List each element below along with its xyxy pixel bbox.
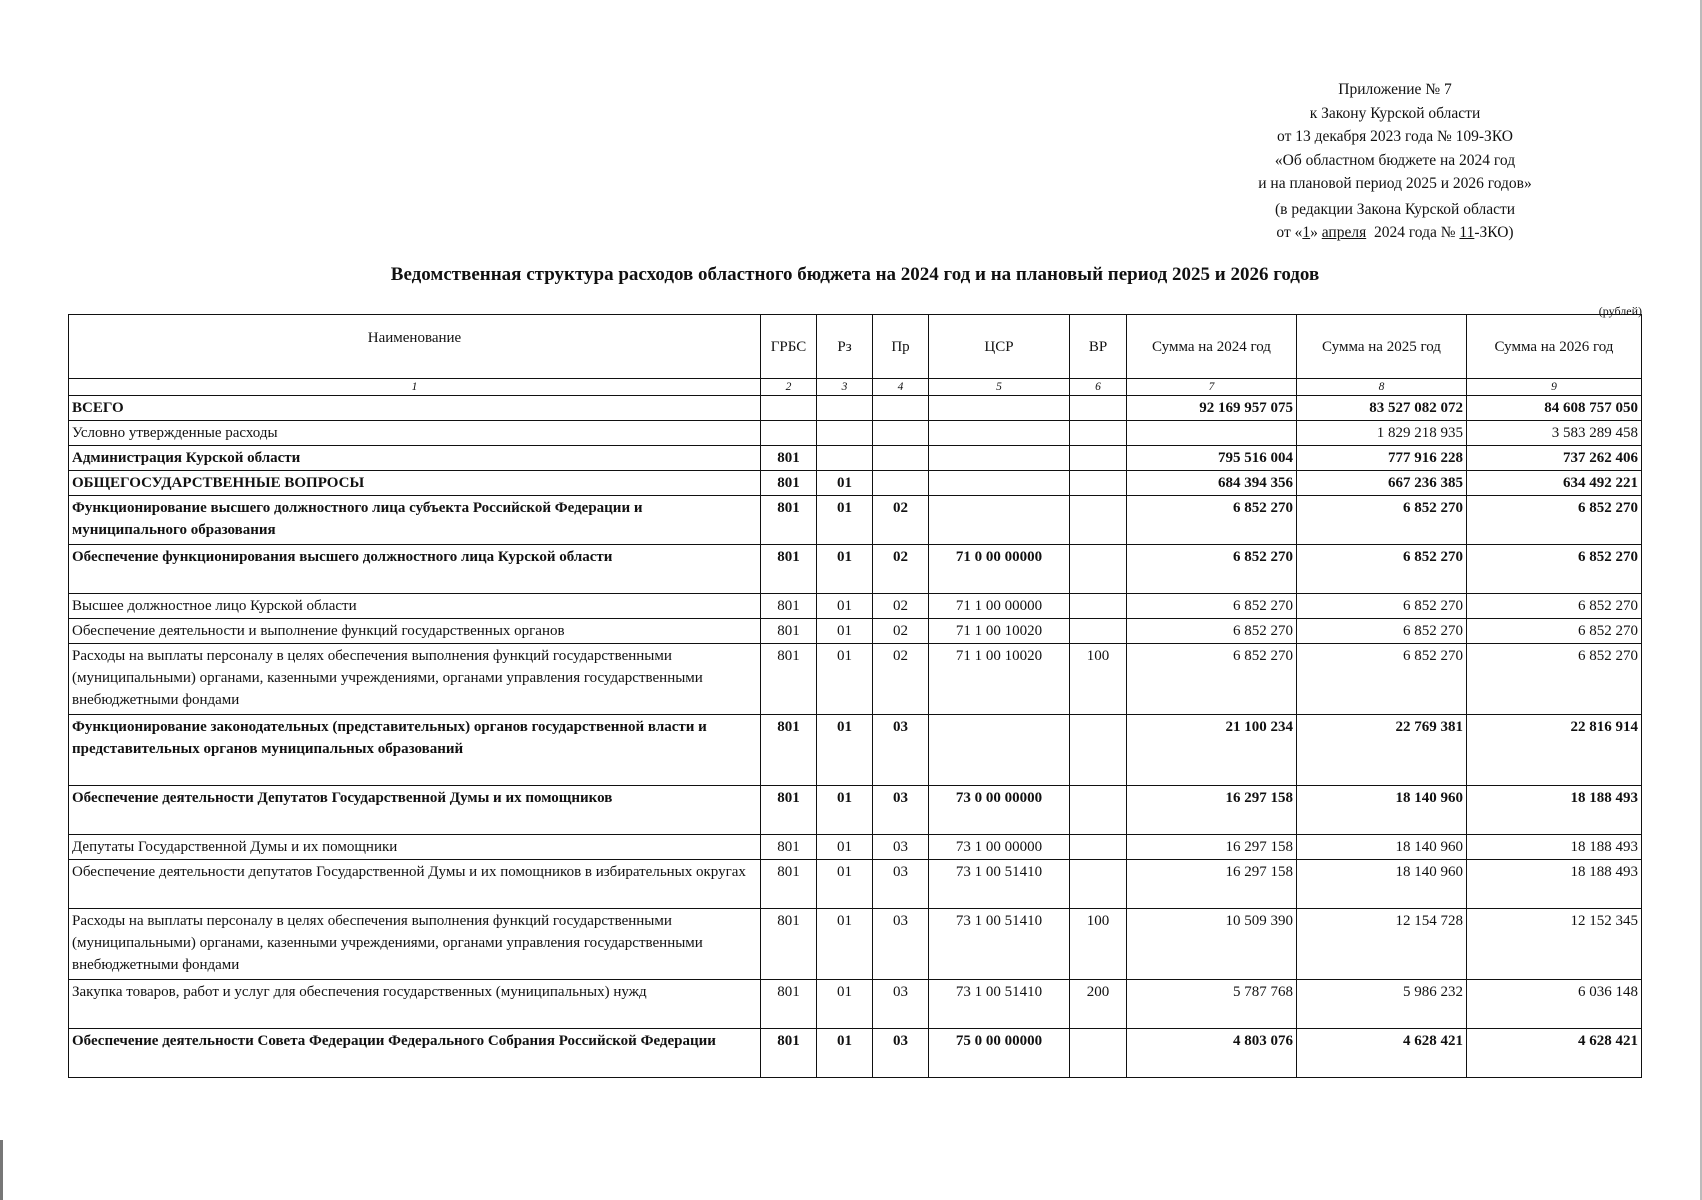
- cell-vr: [1070, 786, 1127, 835]
- cell-pr: 03: [873, 860, 929, 909]
- col-number: 4: [873, 379, 929, 396]
- cell-sum-2026: 6 852 270: [1467, 545, 1642, 594]
- table-row: [69, 980, 1642, 1029]
- col-number: 9: [1467, 379, 1642, 396]
- cell-sum-2026: 3 583 289 458: [1467, 421, 1642, 446]
- cell-pr: 02: [873, 545, 929, 594]
- cell-pr: 03: [873, 909, 929, 980]
- col-number: 2: [761, 379, 817, 396]
- appendix-line: Приложение № 7: [1338, 81, 1452, 98]
- col-header-sum-2024: Сумма на 2024 год: [1127, 315, 1297, 379]
- col-header-grbs: ГРБС: [761, 315, 817, 379]
- document-title: Ведомственная структура расходов областного бюджета на 2024 год и на плановый период 2025 и 2026 годов: [390, 264, 1320, 285]
- cell-sum-2025: 18 140 960: [1297, 786, 1467, 835]
- cell-grbs: 801: [761, 1029, 817, 1078]
- appendix-line: к Закону Курской области: [1309, 104, 1481, 122]
- col-header-csr: ЦСР: [929, 315, 1070, 379]
- cell-csr: [929, 715, 1070, 786]
- appendix-line: и на плановой период 2025 и 2026 годов»: [1258, 175, 1532, 192]
- cell-grbs: 801: [761, 980, 817, 1029]
- cell-sum-2026: 6 852 270: [1467, 496, 1642, 545]
- cell-sum-2026: 4 628 421: [1467, 1029, 1642, 1078]
- cell-rz: 01: [817, 471, 873, 496]
- cell-grbs: [761, 396, 817, 421]
- cell-sum-2024: 6 852 270: [1127, 644, 1297, 715]
- cell-sum-2025: 667 236 385: [1297, 471, 1467, 496]
- cell-sum-2025: 5 986 232: [1297, 980, 1467, 1029]
- cell-csr: 71 1 00 10020: [929, 619, 1070, 644]
- revision-line: (в редакции Закона Курской области: [1274, 200, 1516, 218]
- cell-sum-2026: 84 608 757 050: [1467, 396, 1642, 421]
- cell-grbs: 801: [761, 545, 817, 594]
- cell-vr: [1070, 421, 1127, 446]
- cell-name: Высшее должностное лицо Курской области: [69, 594, 761, 619]
- cell-sum-2025: 4 628 421: [1297, 1029, 1467, 1078]
- cell-rz: 01: [817, 715, 873, 786]
- table-row: [69, 835, 1642, 860]
- cell-pr: 03: [873, 1029, 929, 1078]
- cell-vr: [1070, 715, 1127, 786]
- cell-rz: 01: [817, 1029, 873, 1078]
- cell-vr: [1070, 496, 1127, 545]
- cell-pr: [873, 421, 929, 446]
- cell-sum-2024: 684 394 356: [1127, 471, 1297, 496]
- cell-sum-2026: 6 852 270: [1467, 619, 1642, 644]
- cell-name: Обеспечение деятельности Депутатов Государственной Думы и их помощников: [69, 786, 761, 835]
- cell-sum-2025: 6 852 270: [1297, 594, 1467, 619]
- cell-name: Обеспечение функционирования высшего должностного лица Курской области: [69, 545, 761, 594]
- cell-name: Функционирование высшего должностного лица субъекта Российской Федерации и муниципального образования: [69, 496, 761, 545]
- cell-sum-2024: 4 803 076: [1127, 1029, 1297, 1078]
- revision-month: апреля: [1321, 224, 1367, 241]
- cell-vr: [1070, 835, 1127, 860]
- appendix-heading: [1170, 78, 1620, 245]
- cell-vr: 100: [1070, 909, 1127, 980]
- cell-csr: 71 1 00 00000: [929, 594, 1070, 619]
- cell-sum-2024: 6 852 270: [1127, 545, 1297, 594]
- cell-vr: [1070, 594, 1127, 619]
- cell-sum-2024: 5 787 768: [1127, 980, 1297, 1029]
- cell-csr: [929, 421, 1070, 446]
- cell-pr: 02: [873, 644, 929, 715]
- cell-csr: [929, 446, 1070, 471]
- cell-csr: [929, 496, 1070, 545]
- cell-rz: 01: [817, 545, 873, 594]
- cell-name: Администрация Курской области: [69, 446, 761, 471]
- cell-sum-2025: 83 527 082 072: [1297, 396, 1467, 421]
- cell-sum-2025: 1 829 218 935: [1297, 421, 1467, 446]
- col-number: 3: [817, 379, 873, 396]
- cell-csr: 73 1 00 51410: [929, 909, 1070, 980]
- cell-rz: [817, 421, 873, 446]
- table-row: [69, 786, 1642, 835]
- cell-vr: [1070, 1029, 1127, 1078]
- cell-pr: [873, 396, 929, 421]
- cell-sum-2025: 12 154 728: [1297, 909, 1467, 980]
- table-row: [69, 421, 1642, 446]
- revision-date-line: от «1» апреля 2024 года № 11-ЗКО): [1276, 224, 1514, 241]
- cell-name: Обеспечение деятельности и выполнение функций государственных органов: [69, 619, 761, 644]
- table-row: [69, 446, 1642, 471]
- cell-sum-2026: 18 188 493: [1467, 835, 1642, 860]
- cell-sum-2025: 777 916 228: [1297, 446, 1467, 471]
- cell-pr: 02: [873, 594, 929, 619]
- col-number: 6: [1070, 379, 1127, 396]
- table-row: [69, 619, 1642, 644]
- cell-pr: 03: [873, 980, 929, 1029]
- cell-grbs: 801: [761, 594, 817, 619]
- cell-sum-2024: 16 297 158: [1127, 860, 1297, 909]
- cell-name: Функционирование законодательных (представительных) органов государственной власти и представительных органов муниципальных образований: [69, 715, 761, 786]
- cell-pr: 03: [873, 786, 929, 835]
- cell-pr: 03: [873, 715, 929, 786]
- cell-csr: 73 1 00 00000: [929, 835, 1070, 860]
- cell-sum-2026: 6 852 270: [1467, 644, 1642, 715]
- cell-grbs: 801: [761, 909, 817, 980]
- cell-rz: 01: [817, 786, 873, 835]
- col-number: 8: [1297, 379, 1467, 396]
- cell-sum-2024: 6 852 270: [1127, 496, 1297, 545]
- cell-vr: 200: [1070, 980, 1127, 1029]
- cell-rz: 01: [817, 909, 873, 980]
- cell-csr: 71 1 00 10020: [929, 644, 1070, 715]
- col-header-rz: Рз: [817, 315, 873, 379]
- column-header-row: [69, 315, 1642, 379]
- cell-grbs: 801: [761, 619, 817, 644]
- cell-rz: 01: [817, 980, 873, 1029]
- cell-csr: [929, 471, 1070, 496]
- cell-grbs: 801: [761, 835, 817, 860]
- cell-csr: 75 0 00 00000: [929, 1029, 1070, 1078]
- cell-sum-2026: 12 152 345: [1467, 909, 1642, 980]
- scan-edge: [0, 1140, 3, 1200]
- cell-grbs: 801: [761, 860, 817, 909]
- col-number: 7: [1127, 379, 1297, 396]
- units-label: (рублей): [1598, 304, 1642, 318]
- table-row: [69, 545, 1642, 594]
- cell-grbs: 801: [761, 446, 817, 471]
- cell-sum-2024: 6 852 270: [1127, 619, 1297, 644]
- cell-grbs: 801: [761, 786, 817, 835]
- cell-sum-2024: 16 297 158: [1127, 786, 1297, 835]
- col-header-sum-2025: Сумма на 2025 год: [1297, 315, 1467, 379]
- cell-sum-2025: 6 852 270: [1297, 644, 1467, 715]
- table-row: [69, 860, 1642, 909]
- cell-sum-2024: 10 509 390: [1127, 909, 1297, 980]
- cell-vr: [1070, 860, 1127, 909]
- cell-name: ОБЩЕГОСУДАРСТВЕННЫЕ ВОПРОСЫ: [69, 471, 761, 496]
- cell-grbs: [761, 421, 817, 446]
- cell-vr: [1070, 471, 1127, 496]
- cell-csr: 73 1 00 51410: [929, 980, 1070, 1029]
- cell-sum-2026: 634 492 221: [1467, 471, 1642, 496]
- cell-pr: 02: [873, 619, 929, 644]
- cell-vr: [1070, 396, 1127, 421]
- cell-sum-2026: 18 188 493: [1467, 860, 1642, 909]
- cell-sum-2026: 18 188 493: [1467, 786, 1642, 835]
- cell-sum-2024: 6 852 270: [1127, 594, 1297, 619]
- cell-name: Обеспечение деятельности Совета Федерации Федерального Собрания Российской Федерации: [69, 1029, 761, 1078]
- cell-sum-2025: 18 140 960: [1297, 860, 1467, 909]
- cell-rz: 01: [817, 619, 873, 644]
- budget-table: [68, 314, 1642, 1078]
- cell-sum-2025: 6 852 270: [1297, 496, 1467, 545]
- cell-vr: 100: [1070, 644, 1127, 715]
- cell-sum-2024: 16 297 158: [1127, 835, 1297, 860]
- cell-rz: 01: [817, 496, 873, 545]
- cell-csr: [929, 396, 1070, 421]
- col-header-pr: Пр: [873, 315, 929, 379]
- table-row: [69, 471, 1642, 496]
- table-row: [69, 396, 1642, 421]
- col-number: 1: [69, 379, 761, 396]
- cell-pr: [873, 446, 929, 471]
- budget-table-body: [69, 396, 1642, 1078]
- table-row: [69, 496, 1642, 545]
- col-header-name: Наименование: [69, 315, 761, 379]
- table-row: [69, 715, 1642, 786]
- table-row: [69, 909, 1642, 980]
- cell-sum-2025: 22 769 381: [1297, 715, 1467, 786]
- cell-rz: 01: [817, 835, 873, 860]
- cell-sum-2025: 6 852 270: [1297, 619, 1467, 644]
- table-row: [69, 1029, 1642, 1078]
- cell-sum-2024: 92 169 957 075: [1127, 396, 1297, 421]
- cell-pr: 03: [873, 835, 929, 860]
- col-header-sum-2026: Сумма на 2026 год: [1467, 315, 1642, 379]
- cell-sum-2026: 6 036 148: [1467, 980, 1642, 1029]
- cell-sum-2025: 18 140 960: [1297, 835, 1467, 860]
- table-row: [69, 644, 1642, 715]
- col-number: 5: [929, 379, 1070, 396]
- appendix-line: «Об областном бюджете на 2024 год: [1274, 151, 1516, 169]
- cell-rz: 01: [817, 644, 873, 715]
- cell-name: ВСЕГО: [69, 396, 761, 421]
- col-header-vr: ВР: [1070, 315, 1127, 379]
- cell-vr: [1070, 446, 1127, 471]
- table-row: [69, 594, 1642, 619]
- cell-sum-2024: 795 516 004: [1127, 446, 1297, 471]
- cell-grbs: 801: [761, 715, 817, 786]
- cell-grbs: 801: [761, 496, 817, 545]
- cell-sum-2026: 737 262 406: [1467, 446, 1642, 471]
- cell-name: Условно утвержденные расходы: [69, 421, 761, 446]
- cell-sum-2026: 6 852 270: [1467, 594, 1642, 619]
- cell-sum-2026: 22 816 914: [1467, 715, 1642, 786]
- appendix-line: от 13 декабря 2023 года № 109-ЗКО: [1277, 128, 1513, 145]
- cell-name: Расходы на выплаты персоналу в целях обеспечения выполнения функций государственными (муниципальными) органами, казенными учреждениями, органами управления государственными внебюджетными фондами: [69, 644, 761, 715]
- cell-sum-2025: 6 852 270: [1297, 545, 1467, 594]
- cell-pr: [873, 471, 929, 496]
- cell-vr: [1070, 545, 1127, 594]
- cell-name: Закупка товаров, работ и услуг для обеспечения государственных (муниципальных) нужд: [69, 980, 761, 1029]
- revision-day: 1: [1302, 224, 1311, 241]
- cell-name: Расходы на выплаты персоналу в целях обеспечения выполнения функций государственными (муниципальными) органами, казенными учреждениями, органами управления государственными внебюджетными фондами: [69, 909, 761, 980]
- cell-name: Депутаты Государственной Думы и их помощники: [69, 835, 761, 860]
- cell-pr: 02: [873, 496, 929, 545]
- cell-rz: [817, 446, 873, 471]
- cell-csr: 73 0 00 00000: [929, 786, 1070, 835]
- cell-grbs: 801: [761, 644, 817, 715]
- cell-grbs: 801: [761, 471, 817, 496]
- cell-rz: 01: [817, 594, 873, 619]
- cell-csr: 73 1 00 51410: [929, 860, 1070, 909]
- cell-sum-2024: [1127, 421, 1297, 446]
- cell-rz: 01: [817, 860, 873, 909]
- cell-sum-2024: 21 100 234: [1127, 715, 1297, 786]
- cell-rz: [817, 396, 873, 421]
- cell-name: Обеспечение деятельности депутатов Государственной Думы и их помощников в избирательных округах: [69, 860, 761, 909]
- revision-number: 11: [1459, 224, 1475, 241]
- cell-vr: [1070, 619, 1127, 644]
- cell-csr: 71 0 00 00000: [929, 545, 1070, 594]
- column-number-row: [69, 379, 1642, 396]
